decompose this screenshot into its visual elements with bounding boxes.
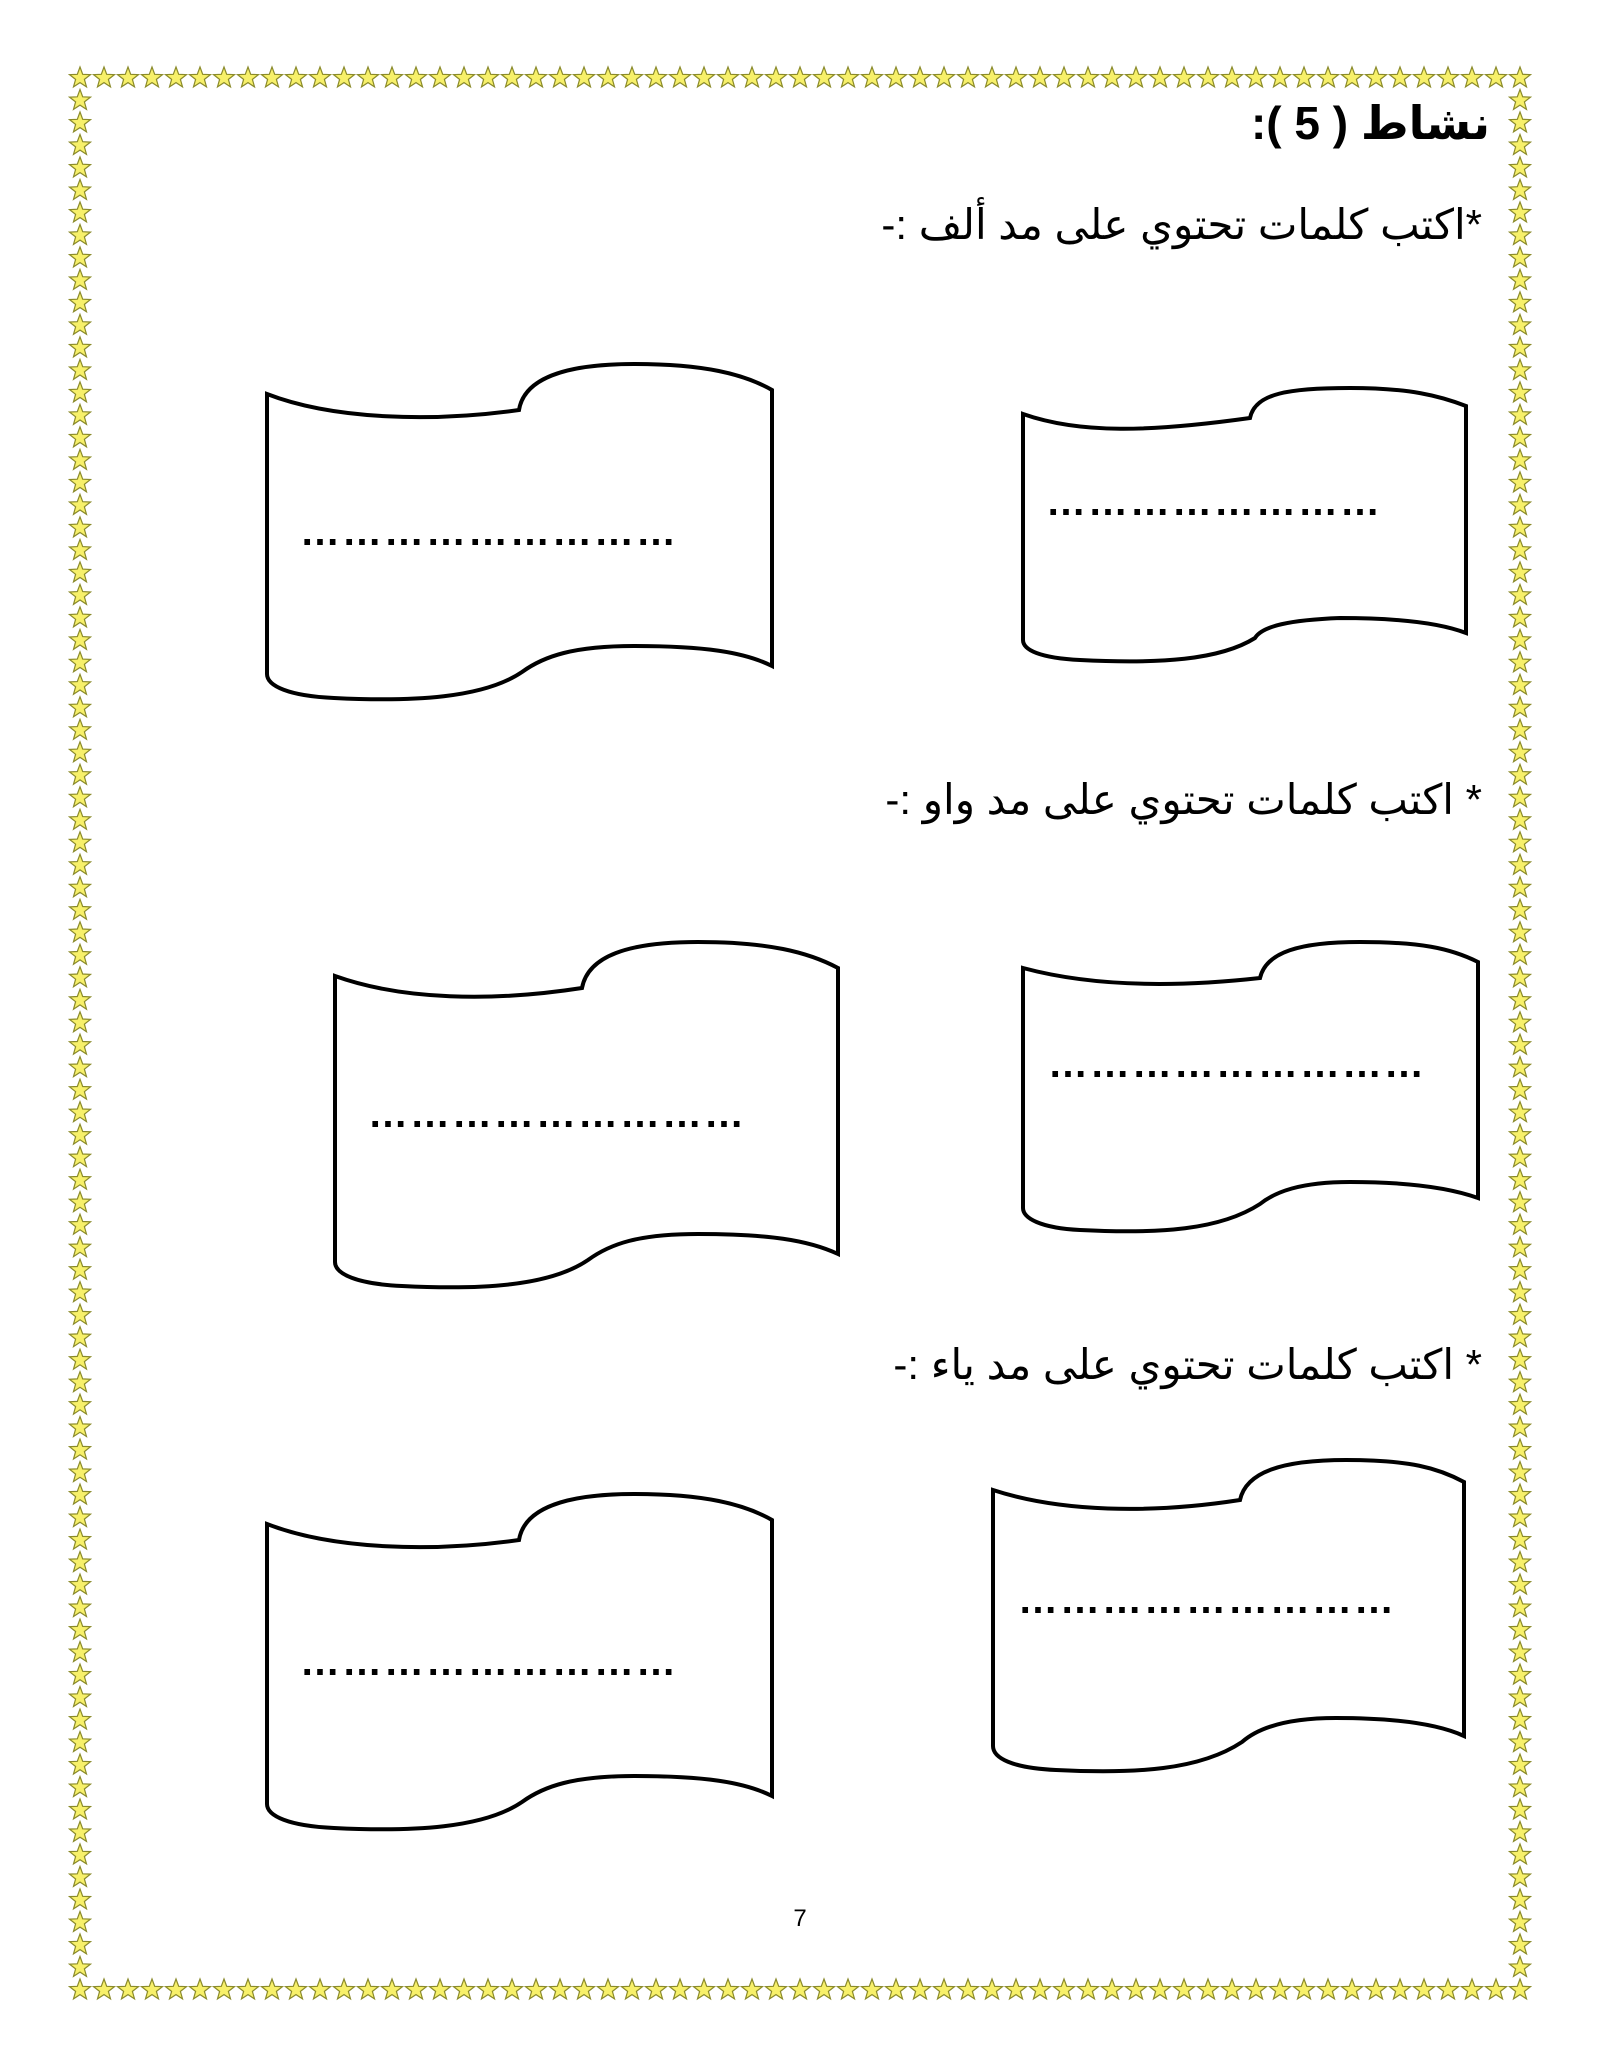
- answer-dotted-line[interactable]: ………………………: [1048, 1042, 1426, 1086]
- instruction-ya: * اكتب كلمات تحتوي على مد ياء :-: [893, 1341, 1482, 1388]
- answer-banner-waw-left: [332, 942, 842, 1290]
- answer-banner-ya-left: [264, 1494, 776, 1830]
- answer-banner-alif-left: [264, 364, 776, 700]
- answer-dotted-line[interactable]: ……………………: [1046, 480, 1382, 524]
- instruction-alif: *اكتب كلمات تحتوي على مد ألف :-: [881, 201, 1482, 248]
- answer-dotted-line[interactable]: ………………………: [300, 510, 678, 554]
- instruction-waw: * اكتب كلمات تحتوي على مد واو :-: [885, 776, 1482, 823]
- answer-banner-alif-right: [1020, 388, 1470, 670]
- answer-banner-waw-right: [1020, 942, 1482, 1242]
- answer-dotted-line[interactable]: ………………………: [368, 1092, 746, 1136]
- page-number: 7: [793, 1905, 807, 1932]
- wavy-flag-banner-icon: [1020, 388, 1470, 670]
- wavy-flag-banner-icon: [1020, 942, 1482, 1242]
- answer-banner-ya-right: [990, 1460, 1468, 1780]
- answer-dotted-line[interactable]: ………………………: [300, 1640, 678, 1684]
- answer-dotted-line[interactable]: ………………………: [1018, 1578, 1396, 1622]
- activity-title: نشاط ( 5 ):: [1250, 97, 1490, 149]
